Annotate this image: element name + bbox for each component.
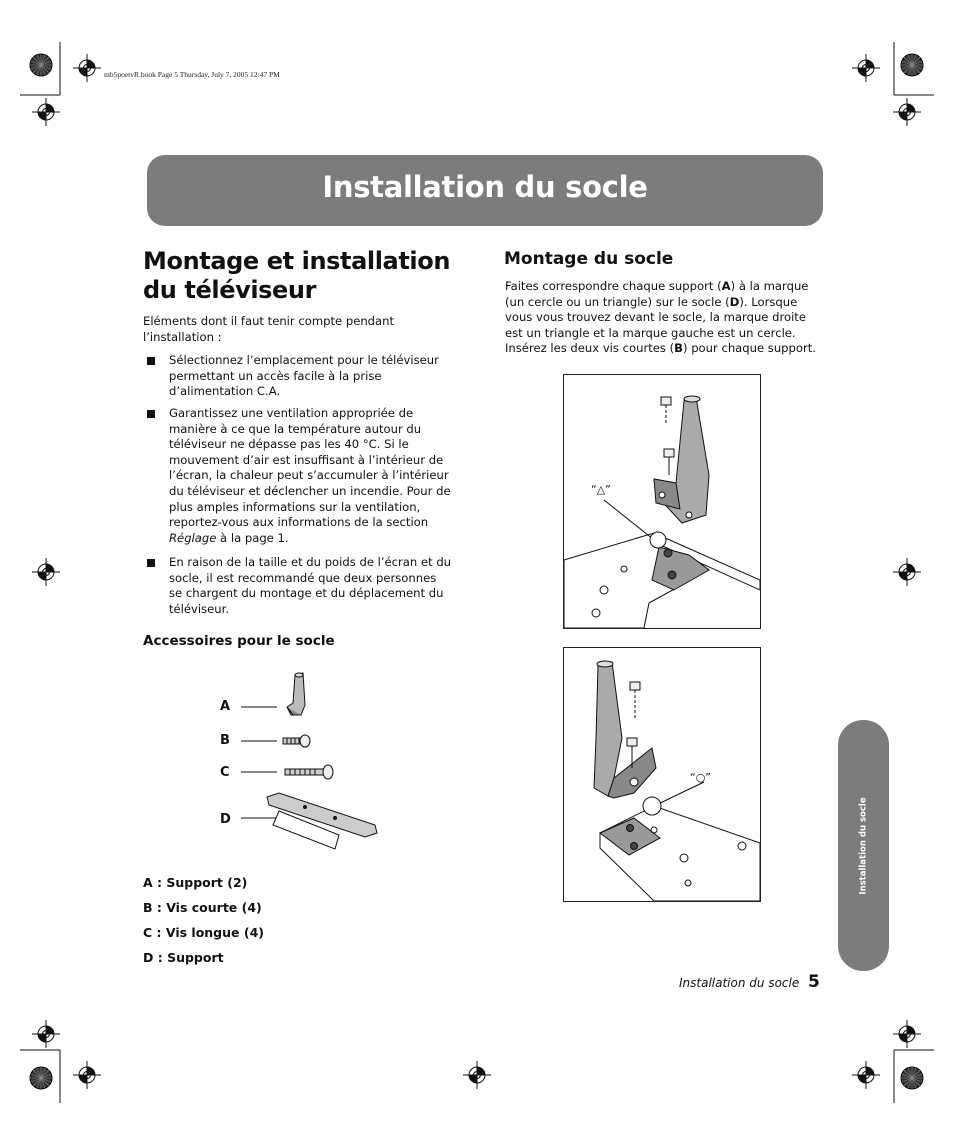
side-tab-label: Installation du socle [858, 796, 869, 895]
part-label-a: A [220, 699, 231, 714]
bullet-text: Sélectionnez l’emplacement pour le téléviseur permettant un accès facile à la prise d’alimentation C.A. [169, 353, 439, 399]
subsection-heading: Montage du socle [504, 249, 674, 269]
chapter-title: Installation du socle [322, 170, 648, 204]
part-label-b: B [220, 733, 230, 748]
legend-a: A : Support (2) [143, 875, 248, 890]
bullet-square-icon [147, 559, 155, 567]
page-number: 5 [808, 972, 820, 992]
part-label-c: C [220, 765, 230, 780]
legend-d: D : Support [143, 950, 224, 965]
bullet-text: Garantissez une ventilation appropriée de manière à ce que la température autour du téléviseur ne dépasse pas les 40 °C. Si le mouvement d’air est insuffisant à l’intérieur de l’écran, la chaleur peut s’accumuler à l’intérieur du téléviseur et déclencher un incendie. Pour de plus amples informations sur la ventilation, reportez-vous aux informations de la section Réglage à la page 1. [169, 406, 451, 545]
cross-reference: Réglage [169, 530, 217, 545]
left-support-illustration [564, 648, 760, 901]
footer-section-name: Installation du socle [679, 976, 800, 990]
support-bracket-icon [287, 673, 305, 715]
part-label-d: D [220, 812, 231, 827]
side-tab-label-wrap [838, 720, 889, 971]
accessories-heading: Accessoires pour le socle [143, 633, 335, 649]
bullet-text: En raison de la taille et du poids de l’écran et du socle, il est recommandé que deux personnes se chargent du montage et du déplacement du téléviseur. [169, 555, 452, 616]
legend-b: B : Vis courte (4) [143, 900, 262, 915]
instructions-paragraph: Faites correspondre chaque support (A) à la marque (un cercle ou un triangle) sur le socle (D). Lorsque vous vous trouvez devant le socle, la marque droite est un triangle et la marque gauche est un cercle. Insérez les deux vis courtes (B) pour chaque support. [505, 279, 816, 356]
stand-base-icon [267, 793, 377, 849]
legend-c: C : Vis longue (4) [143, 925, 264, 940]
short-screw-icon [283, 735, 310, 747]
print-job-info: mb5poetvR.book Page 5 Thursday, July 7, 2005 12:47 PM [104, 70, 280, 79]
circle-mark-label: “○” [690, 771, 711, 784]
bullet-square-icon [147, 410, 155, 418]
figure-left-support [563, 647, 761, 902]
triangle-mark-label: “△” [591, 483, 611, 496]
bullet-square-icon [147, 357, 155, 365]
section-heading: Montage et installation du téléviseur [143, 247, 451, 304]
intro-paragraph: Eléments dont il faut tenir compte pendant l’installation : [143, 314, 395, 344]
long-screw-icon [285, 765, 333, 779]
accessories-illustration [235, 665, 395, 865]
figure-right-support [563, 374, 761, 629]
right-support-illustration [564, 375, 760, 628]
